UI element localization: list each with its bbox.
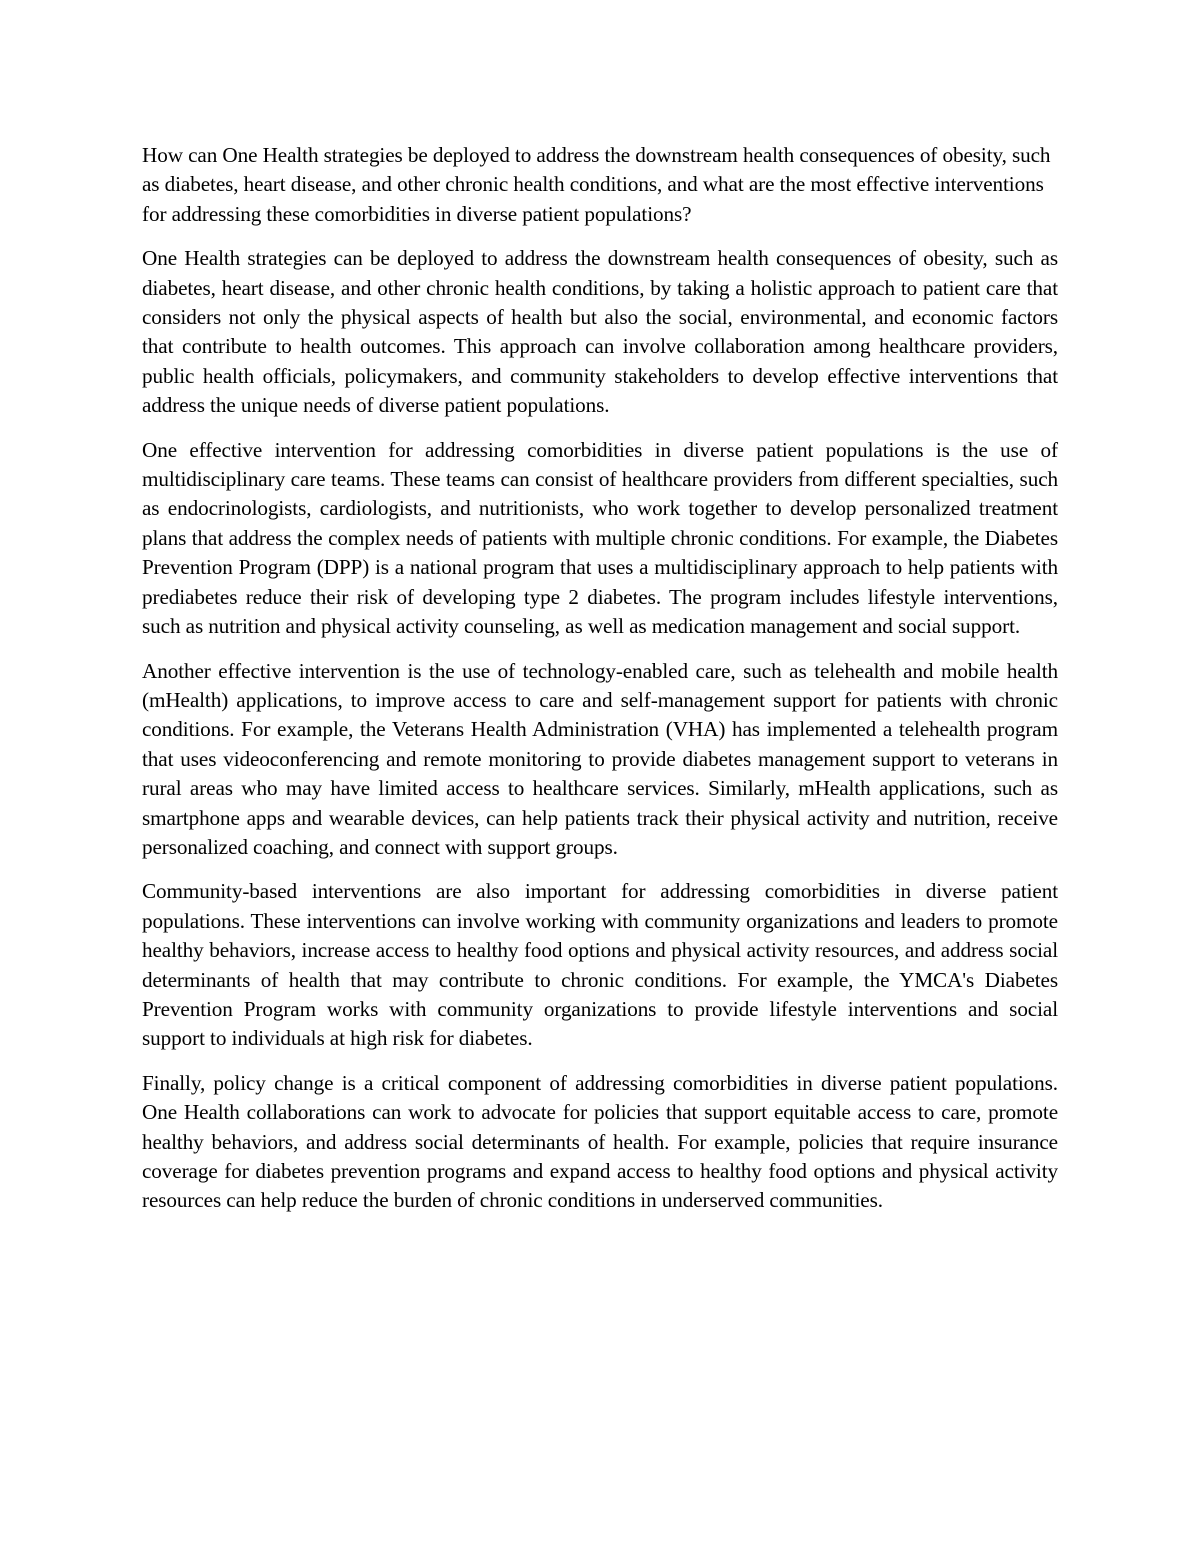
question-paragraph: How can One Health strategies be deployed to address the downstream health consequences of obesity, such as diabetes, heart disease, and other chronic health conditions, and what are the most effective interventions for addressing these comorbidities in diverse patient populations? bbox=[142, 143, 1051, 226]
paragraph-multidisciplinary-care: One effective intervention for addressing comorbidities in diverse patient populations is the use of multidisciplinary care teams. These teams can consist of healthcare providers from different specialties, such as endocrinologists, cardiologists, and nutritionists, who work together to develop personalized treatment plans that address the complex needs of patients with multiple chronic conditions. For example, the Diabetes Prevention Program (DPP) is a national program that uses a multidisciplinary approach to help patients with prediabetes reduce their risk of developing type 2 diabetes. The program includes lifestyle interventions, such as nutrition and physical activity counseling, as well as medication management and social support. bbox=[142, 437, 1058, 639]
paragraph-community-based-interventions: Community-based interventions are also important for addressing comorbidities in diverse patient populations. These interventions can involve working with community organizations and leaders to promote healthy behaviors, increase access to healthy food options and physical activity resources, and address social determinants of health that may contribute to chronic conditions. For example, the YMCA's Diabetes Prevention Program works with community organizations to provide lifestyle interventions and social support to individuals at high risk for diabetes. bbox=[142, 879, 1058, 1051]
paragraph-policy-change: Finally, policy change is a critical component of addressing comorbidities in diverse patient populations. One Health collaborations can work to advocate for policies that support equitable access to care, promote healthy behaviors, and address social determinants of health. For example, policies that require insurance coverage for diabetes prevention programs and expand access to healthy food options and physical activity resources can help reduce the burden of chronic conditions in underserved communities. bbox=[142, 1070, 1058, 1213]
paragraph-technology-enabled-care: Another effective intervention is the use of technology-enabled care, such as telehealth and mobile health (mHealth) applications, to improve access to care and self-management support for patients with chronic conditions. For example, the Veterans Health Administration (VHA) has implemented a telehealth program that uses videoconferencing and remote monitoring to provide diabetes management support to veterans in rural areas who may have limited access to healthcare services. Similarly, mHealth applications, such as smartphone apps and wearable devices, can help patients track their physical activity and nutrition, receive personalized coaching, and connect with support groups. bbox=[142, 658, 1058, 859]
paragraph-one-health-strategies: One Health strategies can be deployed to address the downstream health consequences of obesity, such as diabetes, heart disease, and other chronic health conditions, by taking a holistic approach to patient care that considers not only the physical aspects of health but also the social, environmental, and economic factors that contribute to health outcomes. This approach can involve collaboration among healthcare providers, public health officials, policymakers, and community stakeholders to develop effective interventions that address the unique needs of diverse patient populations. bbox=[142, 246, 1058, 418]
document-body bbox=[142, 141, 1058, 1231]
